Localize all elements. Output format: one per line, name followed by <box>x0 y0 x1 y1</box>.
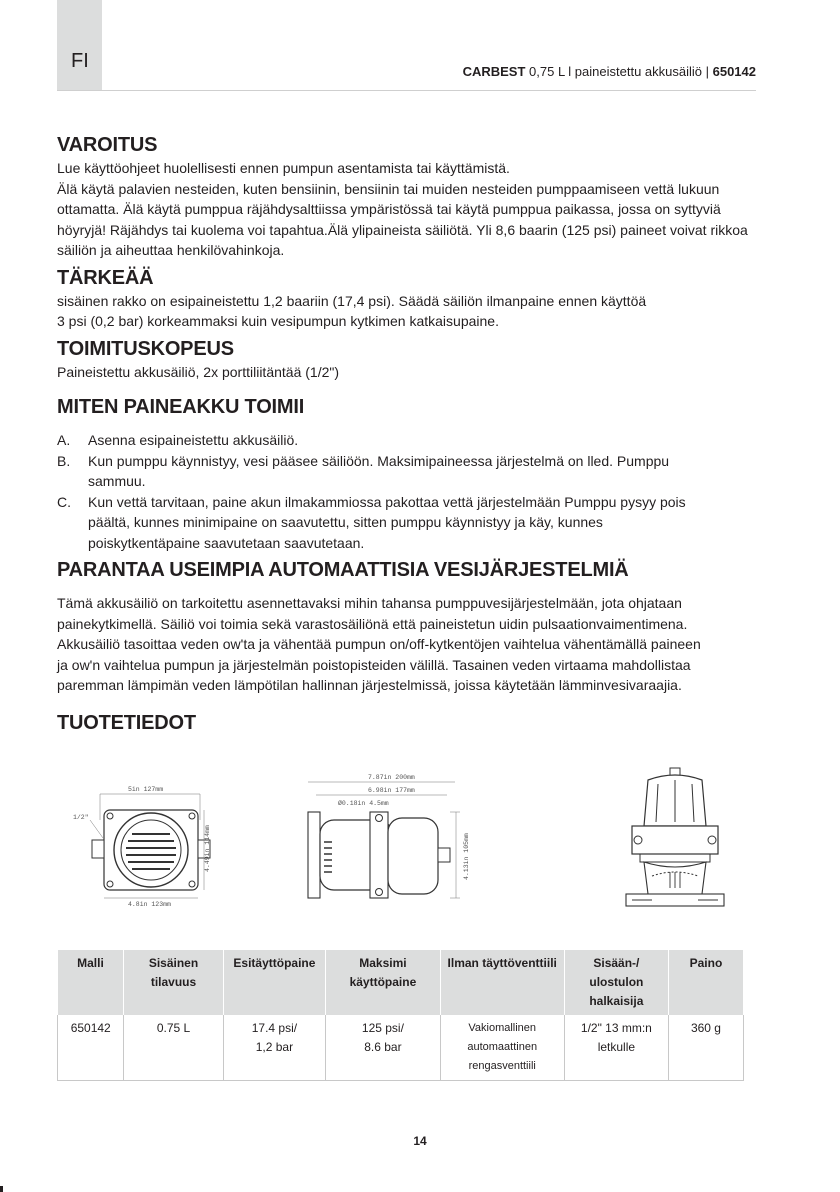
header-code: 650142 <box>712 64 756 79</box>
cell-text: 125 psi/ <box>361 1021 404 1035</box>
step-text: poiskytkentäpaine saavutetaan saavutetaan. <box>88 534 365 551</box>
steps-list <box>57 430 757 553</box>
step-text: Kun pumppu käynnistyy, vesi pääsee säiliöön. Maksimipaineessa järjestelmä on lled. Pumppu <box>88 452 670 469</box>
header-malli <box>58 950 124 1015</box>
page-number: 14 <box>413 1134 427 1148</box>
cell-text: 650142 <box>70 1021 111 1035</box>
cell-paino <box>668 1015 743 1081</box>
step-text: sammuu. <box>88 473 146 489</box>
list-item <box>57 430 757 451</box>
cell-halkaisija <box>564 1015 668 1081</box>
header-text: Paino <box>689 956 723 970</box>
heading-miten: MITEN PAINEAKKU TOIMII <box>57 396 305 418</box>
product-3d-drawing <box>618 766 738 916</box>
cell-esitaytto <box>223 1015 326 1081</box>
cell-malli <box>58 1015 124 1081</box>
cell-text: 8.6 bar <box>364 1040 402 1054</box>
list-item <box>57 492 757 554</box>
text-line: 3 psi (0,2 bar) korkeammaksi kuin vesipumpun kytkimen katkaisupaine. <box>57 313 499 329</box>
language-tab <box>57 0 102 91</box>
front-view-drawing <box>70 780 230 910</box>
step-text: päältä, kunnes minimipaine on saavutettu, sitten pumppu käynnistyy ja käy, kunnes <box>88 514 603 530</box>
dim-hole: Ø0.18in 4.5mm <box>338 800 389 807</box>
figure-front-view <box>70 780 230 910</box>
heading-parantaa: PARANTAA USEIMPIA AUTOMAATTISIA VESIJÄRJESTELMIÄ <box>57 559 629 581</box>
text-line: Akkusäiliö tasoittaa veden ow'ta ja vähentää pumpun on/off-kytkentöjen vaihtelua vähentämällä paineen <box>57 636 701 652</box>
text-line: säiliön ja aiheuttaa henkilövahinkoja. <box>57 242 285 258</box>
step-marker: B. <box>57 452 71 469</box>
header-text: Ilman täyttöventtiili <box>447 956 557 970</box>
header-tilavuus <box>124 950 223 1015</box>
cell-text: rengasventtiili <box>468 1060 536 1072</box>
dim-height: 4.13in 105mm <box>463 833 470 880</box>
text-line: sisäinen rakko on esipaineistettu 1,2 baariin (17,4 psi). Säädä säiliön ilmanpaine ennen käyttöä <box>57 292 647 309</box>
header-venttiili <box>440 950 564 1015</box>
step-marker: C. <box>57 493 71 510</box>
text-line: paremman lämpimän veden lämpötilan hallinnan järjestelmissä, joissa käytetään lämminvesivaraajia. <box>57 677 682 693</box>
heading-tarkeaa: TÄRKEÄÄ <box>57 266 154 289</box>
text-line: höyryjä! Räjähdys tai kuolema voi tapahtua.Älä ylipaineista säiliötä. Yli 8,6 baarin (125 psi) paineet voivat rikkoa <box>57 221 748 238</box>
header-text: ulostulon <box>589 975 644 989</box>
step-marker: A. <box>57 432 71 448</box>
heading-varoitus: VAROITUS <box>57 134 158 156</box>
port-label: 1/2" <box>73 814 89 821</box>
cell-text: 0.75 L <box>156 1021 191 1035</box>
dim-top: 5in 127mm <box>128 786 164 793</box>
header-text: Malli <box>77 956 104 970</box>
header-brand: CARBEST <box>462 64 526 79</box>
varoitus-body <box>57 158 757 261</box>
dim-length-total: 7.87in 200mm <box>368 774 415 781</box>
corner-mark <box>0 1186 3 1192</box>
main-content <box>57 132 757 736</box>
header-text: Sisään-/ <box>593 956 640 970</box>
cell-venttiili <box>440 1015 564 1081</box>
heading-toimituskopeus: TOIMITUSKOPEUS <box>57 337 234 360</box>
dim-side: 4.49in 114mm <box>204 825 211 872</box>
header-maksimi <box>326 950 440 1015</box>
header-esitaytto <box>223 950 326 1015</box>
cell-text: letkulle <box>597 1040 636 1054</box>
header-text: käyttöpaine <box>349 975 417 989</box>
text-line: Älä käytä palavien nesteiden, kuten bensiinin, bensiinin tai muiden nesteiden pumppaamiseen vettä lukuun <box>57 180 720 197</box>
figure-product-3d <box>618 766 738 916</box>
spec-table <box>57 950 744 1081</box>
side-view-drawing <box>300 768 490 918</box>
header-text: halkaisija <box>589 994 644 1008</box>
text-line: painekytkimellä. Säiliö voi toimia sekä varastosäiliönä että paineistetun uidin pulsaationvaimentimena. <box>57 615 688 632</box>
tarkeaa-body <box>57 291 757 332</box>
text-line: ja ow'n vaihtelua pumpun ja järjestelmän poistopisteiden välillä. Tasainen veden virtaama mahdollistaa <box>57 656 691 673</box>
toimitus-text: Paineistettu akkusäiliö, 2x porttiliitäntää (1/2") <box>57 363 340 380</box>
list-item <box>57 451 757 492</box>
step-text: Asenna esipaineistettu akkusäiliö. <box>88 432 299 448</box>
header-divider <box>57 90 756 91</box>
language-code: FI <box>71 50 89 72</box>
cell-maksimi <box>326 1015 440 1081</box>
cell-text: 360 g <box>690 1021 721 1035</box>
cell-text: Vakiomallinen <box>468 1022 537 1034</box>
header-text: Sisäinen tilavuus <box>148 956 199 989</box>
header-paino <box>668 950 743 1015</box>
cell-tilavuus <box>124 1015 223 1081</box>
text-line: Tämä akkusäiliö on tarkoitettu asennettavaksi mihin tahansa pumppuvesijärjestelmään, jota ohjataan <box>57 595 682 611</box>
figure-side-view <box>300 768 490 918</box>
cell-text: 17.4 psi/ <box>251 1021 298 1035</box>
cell-text: automaattinen <box>467 1041 538 1053</box>
dim-length-body: 6.98in 177mm <box>368 787 415 794</box>
page-header <box>463 64 756 79</box>
step-text: Kun vettä tarvitaan, paine akun ilmakammiossa pakottaa vettä järjestelmään Pumppu pysyy pois <box>88 493 686 510</box>
cell-text: 1/2" 13 mm:n <box>580 1021 652 1035</box>
cell-text: 1,2 bar <box>255 1040 294 1054</box>
table-header-row <box>58 950 744 1015</box>
dim-bottom: 4.8in 123mm <box>128 901 171 908</box>
header-product: 0,75 L l paineistettu akkusäiliö | <box>525 64 713 79</box>
parantaa-body <box>57 593 757 696</box>
header-text: Esitäyttöpaine <box>233 956 316 970</box>
header-text: Maksimi <box>359 956 407 970</box>
text-line: Lue käyttöohjeet huolellisesti ennen pumpun asentamista tai käyttämistä. <box>57 160 510 176</box>
heading-tuotetiedot: TUOTETIEDOT <box>57 711 196 734</box>
text-line: ottamatta. Älä käytä pumppua räjähdysalttiissa ympäristössä tai käytä pumppua paikassa, jossa on syttyviä <box>57 201 721 217</box>
table-row <box>58 1015 744 1081</box>
header-halkaisija <box>564 950 668 1015</box>
